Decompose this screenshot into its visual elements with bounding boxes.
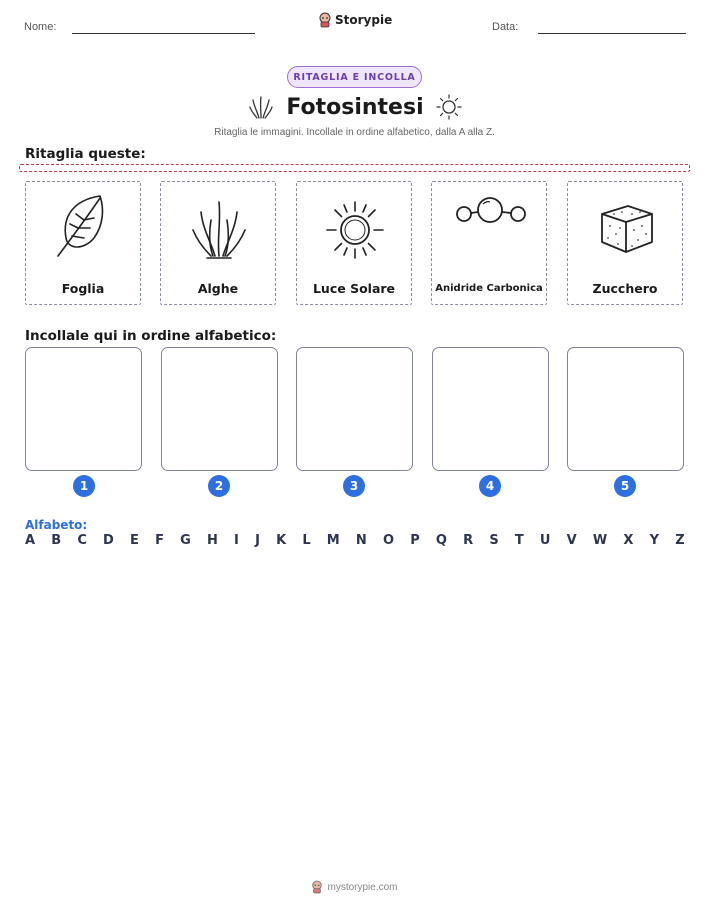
alphabet-letter: R: [463, 533, 474, 548]
alphabet-letter: G: [180, 533, 191, 548]
cut-card-alghe[interactable]: [160, 181, 276, 305]
instructions: Ritaglia le immagini. Incollale in ordine alfabetico, dalla A alla Z.: [214, 127, 495, 138]
alphabet-heading: Alfabeto:: [25, 518, 88, 532]
title-text: Fotosintesi: [286, 94, 424, 120]
storypie-mascot-icon: [318, 12, 332, 28]
alphabet-letter: N: [355, 533, 367, 548]
alphabet-letter: B: [51, 533, 62, 548]
card-label: Alghe: [197, 281, 239, 296]
slot-number-2: 2: [208, 475, 230, 497]
alphabet-letter: Y: [649, 533, 660, 548]
cut-card-anidride-carbonica[interactable]: [431, 181, 547, 305]
alphabet-letter: E: [130, 533, 139, 548]
paste-heading: Incollale qui in ordine alfabetico:: [25, 328, 277, 344]
alphabet-letter: C: [77, 533, 87, 548]
alphabet-letter: H: [206, 533, 218, 548]
alphabet-letter: W: [592, 533, 608, 548]
card-label: Luce Solare: [312, 281, 396, 296]
name-line[interactable]: [72, 33, 255, 34]
alphabet-letter: D: [103, 533, 114, 548]
card-label: Zucchero: [592, 281, 658, 296]
alphabet-letter: V: [566, 533, 577, 548]
alphabet-letter: P: [410, 533, 420, 548]
slot-number-3: 3: [343, 475, 365, 497]
alphabet-row: [25, 533, 685, 548]
molecule-icon: [452, 188, 532, 248]
cut-line: [19, 164, 690, 172]
alphabet-letter: J: [255, 533, 260, 548]
slot-number-1: 1: [73, 475, 95, 497]
activity-badge: RITAGLIA E INCOLLA: [287, 66, 422, 88]
alphabet-letter: A: [25, 533, 36, 548]
alphabet-letter: I: [234, 533, 239, 548]
brand-name: Storypie: [335, 13, 393, 27]
card-label: Anidride Carbonica: [435, 283, 543, 294]
page-title: [240, 90, 470, 124]
alphabet-letter: Q: [435, 533, 447, 548]
cut-card-luce-solare[interactable]: [296, 181, 412, 305]
footer-site[interactable]: mystorypie.com: [327, 881, 398, 893]
cut-heading: Ritaglia queste:: [25, 146, 146, 162]
paste-slot-5[interactable]: [567, 347, 684, 471]
paste-slot-1[interactable]: [25, 347, 142, 471]
cut-card-zucchero[interactable]: [567, 181, 683, 305]
paste-slot-2[interactable]: [161, 347, 278, 471]
date-line[interactable]: [538, 33, 686, 34]
algae-icon: [248, 94, 274, 120]
alphabet-letter: X: [623, 533, 634, 548]
slot-number-4: 4: [479, 475, 501, 497]
footer: [0, 880, 709, 894]
card-label: Foglia: [61, 281, 105, 296]
alphabet-letter: M: [326, 533, 340, 548]
paste-slot-3[interactable]: [296, 347, 413, 471]
alphabet-letter: O: [382, 533, 395, 548]
sun-icon: [325, 192, 385, 272]
algae-icon: [189, 192, 249, 272]
paste-slot-4[interactable]: [432, 347, 549, 471]
storypie-mascot-icon: [311, 880, 323, 894]
date-label: Data:: [492, 21, 519, 33]
cut-card-foglia[interactable]: [25, 181, 141, 305]
alphabet-letter: F: [155, 533, 164, 548]
alphabet-letter: T: [514, 533, 524, 548]
alphabet-letter: S: [489, 533, 499, 548]
alphabet-letter: Z: [675, 533, 685, 548]
alphabet-letter: U: [539, 533, 551, 548]
sugar-cube-icon: [596, 192, 656, 272]
sun-icon: [436, 94, 462, 120]
name-label: Nome:: [24, 21, 57, 33]
alphabet-letter: L: [302, 533, 311, 548]
slot-number-5: 5: [614, 475, 636, 497]
leaf-icon: [54, 192, 114, 272]
alphabet-letter: K: [276, 533, 287, 548]
brand-logo: [318, 12, 392, 28]
